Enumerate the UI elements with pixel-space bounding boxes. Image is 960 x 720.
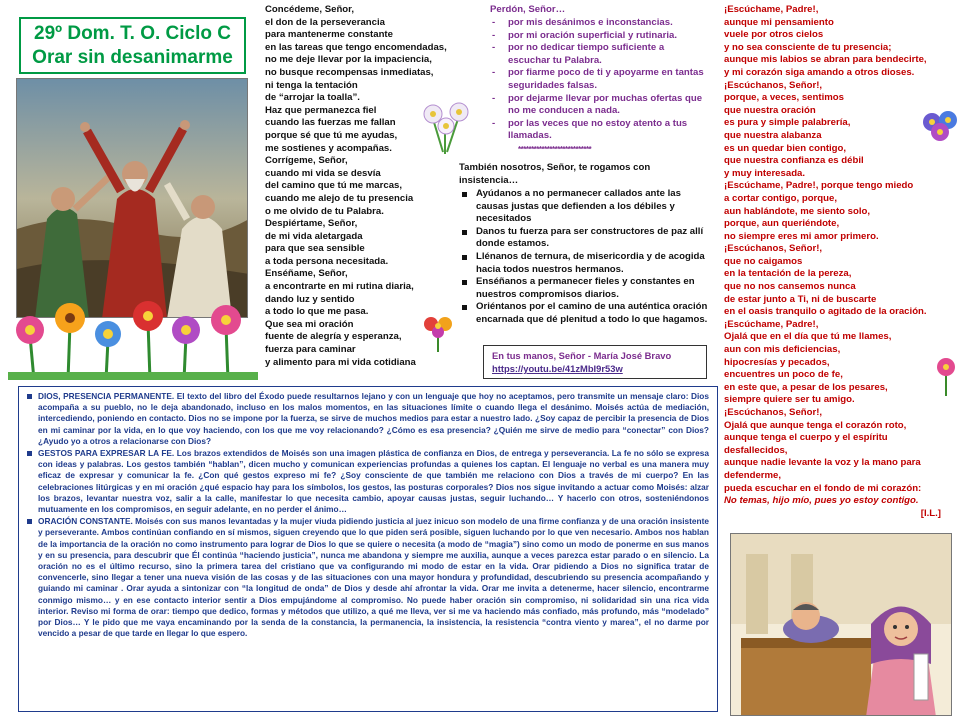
poem-line: del camino que tú me marcas, bbox=[265, 180, 403, 192]
poem-line: porque, a veces, sentimos bbox=[724, 92, 844, 104]
poem-line: no siempre eres mi amor primero. bbox=[724, 230, 879, 242]
poem-line: Corrígeme, Señor, bbox=[265, 155, 348, 167]
poem-line: que nuestra oración bbox=[724, 104, 816, 116]
perdon-item: - por no dedicar tiempo suficiente a escuchar tu Palabra. bbox=[490, 42, 705, 67]
poem-line: ¡Escúchame, Padre!, bbox=[724, 318, 819, 330]
poem-line: defenderme, bbox=[724, 469, 782, 481]
poem-line: a encontrarte en mi rutina diaria, bbox=[265, 281, 414, 293]
flower-pink-icon bbox=[932, 356, 960, 396]
flowers-icon bbox=[8, 296, 258, 380]
poem-line: aunque mis labios se abran para bendecirte, bbox=[724, 54, 927, 66]
poem-line: es pura y simple palabrería, bbox=[724, 117, 851, 129]
poem-line: ¡Escúchame, Padre!, bbox=[724, 4, 819, 15]
ruego-item: Enséñanos a permanecer fieles y constantes en nuestros compromisos diarios. bbox=[459, 276, 709, 301]
flower-purple-decoration bbox=[920, 108, 960, 146]
perdon-item: - por las veces que no estoy atento a tus llamadas. bbox=[490, 118, 705, 143]
poem-line: Enséñame, Señor, bbox=[265, 268, 348, 280]
title-box bbox=[19, 17, 246, 74]
poem-line: aun hablándote, me siento solo, bbox=[724, 205, 871, 217]
poem-column-4 bbox=[724, 4, 956, 520]
poem-line: de mi vida aletargada bbox=[265, 230, 363, 242]
poem-line: de “arrojar la toalla”. bbox=[265, 92, 360, 104]
poem-line: cuando las fuerzas me fallan bbox=[265, 117, 396, 129]
poem-line: encuentres un poco de fe, bbox=[724, 369, 843, 381]
poem-line: a todo lo que me pasa. bbox=[265, 306, 369, 318]
ruego-item: Danos tu fuerza para ser constructores de paz allí donde estamos. bbox=[459, 226, 709, 251]
ruego-item: Oriéntanos por el camino de una auténtica oración encarnada que dé plenitud a todo lo que hagamos. bbox=[459, 301, 709, 326]
poem-line: Ojalá que en el día que tú me llames, bbox=[724, 331, 892, 343]
video-label: En tus manos, Señor - María José Bravo bbox=[492, 350, 672, 361]
poem-line: para mantenerme constante bbox=[265, 29, 393, 41]
poem-line: Haz que permanezca fiel bbox=[265, 104, 377, 116]
poem-line: a cortar contigo, porque, bbox=[724, 192, 838, 204]
poem-line: en el oasis tranquilo o agitado de la oración. bbox=[724, 306, 927, 318]
poem-line: porque sé que tú me ayudas, bbox=[265, 129, 398, 141]
poem-line: o me olvido de tu Palabra. bbox=[265, 205, 384, 217]
poem-line: cuando mi vida se desvía bbox=[265, 167, 381, 179]
poem-line: Ojalá que aunque tenga el corazón roto, bbox=[724, 419, 907, 431]
poem-line: siempre quiere ser tu amigo. bbox=[724, 394, 855, 406]
signature: [I.L.] bbox=[920, 507, 941, 519]
poem-line: cuando me alejo de tu presencia bbox=[265, 192, 414, 204]
commentary-paragraph: ORACIÓN CONSTANTE. Moisés con sus manos levantadas y la mujer viuda pidiendo justicia al juez inicuo son modelo de una firme confianza y de una oración insistente y perseverante. Ambos continúan confiando en sí mismos, siguen creyendo que lo que piden será posible, siguen luchando por lo que ven necesario. Ambos nos hablan de la importancia de la oración no como instrumento para lograr de Dios lo que se quiere o necesita (a modo de “magia”) sino como un modo de ponerme en sus manos y en su presencia, para descubrir que Él continúa “haciendo justicia”, nunca me abandona y siempre me auxilia, aunque a veces parezca estar parado o en silencio. La oración no es el último recurso, sino la primera tarea del cristiano que va configurando mi modo de estar en la vida. Orar pidiendo a Dios no significa tratar de convencerle, sino llegar a tener una nueva visión de las cosas y de las situaciones con una mayor hondura y profundidad, descubriendo su presencia acompañando y guiando mi caminar . Orar ayuda a sintonizar con “la longitud de onda” de Dios y desde ahí afrontar la vida. Orar me invita a detenerme, hacer silencio, encontrarme conmigo mismo… y en ese contacto interior sentir a Dios empujándome al compromiso. No puede haber oración sin compromiso, ni solidaridad sin una rica vida interior. Reviso mi forma de orar: tiempo que dedico, formas y métodos que utilizo, a qué me lleva, ver si me va haciendo más confiado, más profundo, más “modelado” por Dios… Y le pido que me vaya encaminando por la senda de la constancia, la permanencia, la insistencia, la resistencia “contra viento y marea”, el no darme por vencido a pesar de que tarde en llegar lo que espero. bbox=[25, 516, 709, 639]
flower-pink-decoration bbox=[932, 356, 960, 396]
poem-line: es un quedar bien contigo, bbox=[724, 142, 847, 154]
commentary-paragraph: DIOS, PRESENCIA PERMANENTE. El texto del libro del Éxodo puede resultarnos lejano y con un lenguaje que hoy no aceptamos, pero transmite un mensaje claro: Dios acompaña a su pueblo, no le deja abandonado, incluso en los malos momentos, en las situaciones límite o cuando llega el desánimo. Moisés actúa de mediación, intercediendo, poniendo en contacto. Dios no se impone por la fuerza, se sirve de muchos medios para estar a nuestro lado. ¿Soy capaz de percibir la presencia de Dios en mi caminar por la vida, en lo que voy haciendo, con los que me voy relacionando? ¿Cómo es esa presencia? ¿Quién me sirve de medio para “conectar” con Dios? ¿Ayudo yo a otros a relacionarse con Dios? bbox=[25, 391, 709, 447]
poem-line: Concédeme, Señor, bbox=[265, 4, 355, 15]
ruego-item: Ayúdanos a no permanecer callados ante las causas justas que defienden a los débiles y necesitados bbox=[459, 188, 709, 226]
flower-purple-icon bbox=[920, 108, 960, 146]
flower-bouquet-decoration bbox=[415, 94, 475, 154]
stars-separator: **************************** bbox=[518, 145, 592, 154]
poem-line: ¡Escúchame, Padre!, porque tengo miedo bbox=[724, 180, 914, 192]
perdon-list bbox=[490, 17, 705, 143]
perdon-item: - por mis desánimos e inconstancias. bbox=[490, 17, 705, 30]
poem-line: desfallecidos, bbox=[724, 444, 788, 456]
poem-column-4-last-line: No temas, hijo mío, pues yo estoy contigo. bbox=[724, 495, 919, 507]
poem-line: ni tenga la tentación bbox=[265, 79, 358, 91]
poem-line: que no nos cansemos nunca bbox=[724, 281, 856, 293]
poem-line: fuerza para caminar bbox=[265, 344, 356, 356]
poem-line: de estar junto a Ti, ni de buscarte bbox=[724, 293, 877, 305]
flower-small-decoration bbox=[421, 312, 455, 352]
poem-line: ¡Escúchanos, Señor!, bbox=[724, 79, 823, 91]
commentary-paragraph: GESTOS PARA EXPRESAR LA FE. Los brazos extendidos de Moisés son una imagen plástica de confianza en Dios, de entrega y perseverancia. La fe no sólo se expresa con ideas y palabras. Los gestos también “hablan”, dicen mucho y comunican experiencias profundas a quienes los captan. El lenguaje no verbal es una manera muy eficaz de expresar y comunicar la fe. ¿Con qué gestos expreso mi fe? ¿Soy consciente de que también me relaciono con Dios a través de mi cuerpo? En las celebraciones litúrgicas y en mi oración ¿qué espacio hay para los símbolos, los gestos, las posturas corporales? Dios nos sigue invitando a actuar como Moisés: alzar los brazos, levantar nuestra voz, salir a la calle, manifestar lo que necesita cambio, apoyar causas justas, seguir luchando… Y hacerlo con otros, sosteniéndonos mutuamente en los compromisos, en seguir adelante, en no perder el ánimo… bbox=[25, 448, 709, 515]
poem-line: no me deje llevar por la impaciencia, bbox=[265, 54, 432, 66]
poem-line: dando luz y sentido bbox=[265, 293, 355, 305]
poem-line: aunque mi pensamiento bbox=[724, 16, 834, 28]
poem-line: ¡Escúchanos, Señor!, bbox=[724, 407, 823, 418]
poem-line: el don de la perseverancia bbox=[265, 16, 385, 28]
poem-line: aun con mis deficiencias, bbox=[724, 344, 841, 356]
commentary-list bbox=[25, 391, 709, 639]
poem-line: para que sea sensible bbox=[265, 243, 365, 255]
poem-line: pueda escuchar en el fondo de mi corazón: bbox=[724, 482, 922, 494]
ruego-list bbox=[459, 188, 709, 327]
title-line-2: Orar sin desanimarme bbox=[32, 47, 233, 68]
flower-small-icon bbox=[421, 312, 455, 352]
poem-line: Despiértame, Señor, bbox=[265, 218, 358, 230]
title-line-1: 29º Dom. T. O. Ciclo C bbox=[34, 23, 231, 44]
flower-bouquet-icon bbox=[415, 94, 475, 154]
poem-line: vuele por otros cielos bbox=[724, 29, 824, 41]
moses-painting-image bbox=[17, 79, 248, 318]
poem-line: y no sea consciente de tu presencia; bbox=[724, 41, 892, 53]
poem-line: me sostienes y acompañas. bbox=[265, 142, 392, 154]
poem-line: y muy interesada. bbox=[724, 167, 806, 179]
poem-line: y alimento para mi vida cotidiana bbox=[265, 356, 416, 368]
poem-column-4-lines bbox=[724, 4, 956, 495]
video-box bbox=[483, 345, 707, 379]
widow-judge-cartoon-image bbox=[731, 534, 952, 716]
poem-line: ¡Escúchanos, Señor!, bbox=[724, 243, 823, 255]
perdon-item: - por mi oración superficial y rutinaria. bbox=[490, 30, 705, 43]
flowers-decoration bbox=[8, 296, 258, 380]
poem-line: que no caigamos bbox=[724, 255, 803, 267]
ruego-intro: También nosotros, Señor, te rogamos con insistencia… bbox=[459, 162, 651, 186]
poem-line: aunque nadie levante la voz y la mano para bbox=[724, 457, 921, 469]
poem-line: porque, aun queriéndote, bbox=[724, 218, 840, 230]
poem-line: que nuestra confianza es débil bbox=[724, 155, 864, 167]
poem-line: aunque tenga el cuerpo y el espíritu bbox=[724, 432, 888, 444]
poem-line: fuente de alegría y esperanza, bbox=[265, 331, 402, 343]
poem-line: en la tentación de la pereza, bbox=[724, 268, 852, 280]
poem-line: y mi corazón siga amando a otros dioses. bbox=[724, 66, 915, 78]
poem-line: Que sea mi oración bbox=[265, 318, 354, 330]
ruego-item: Llénanos de ternura, de misericordia y de acogida hacia todos nuestros hermanos. bbox=[459, 251, 709, 276]
moses-painting bbox=[16, 78, 248, 318]
poem-line: en las tareas que tengo encomendadas, bbox=[265, 41, 447, 53]
widow-judge-cartoon bbox=[730, 533, 952, 716]
perdon-item: - por fiarme poco de ti y apoyarme en tantas seguridades falsas. bbox=[490, 67, 705, 92]
poem-line: que nuestra alabanza bbox=[724, 129, 822, 141]
perdon-title: Perdón, Señor… bbox=[490, 4, 566, 15]
poem-line: hipocresías y pecados, bbox=[724, 356, 830, 368]
poem-line: a toda persona necesitada. bbox=[265, 255, 389, 267]
poem-line: no busque recompensas inmediatas, bbox=[265, 66, 434, 78]
commentary-box bbox=[18, 386, 718, 712]
video-link[interactable]: https://youtu.be/41zMbI9r53w bbox=[492, 363, 623, 374]
poem-line: en este que, a pesar de los pesares, bbox=[724, 381, 888, 393]
perdon-item: - por dejarme llevar por muchas ofertas que no me conducen a nada. bbox=[490, 93, 705, 118]
